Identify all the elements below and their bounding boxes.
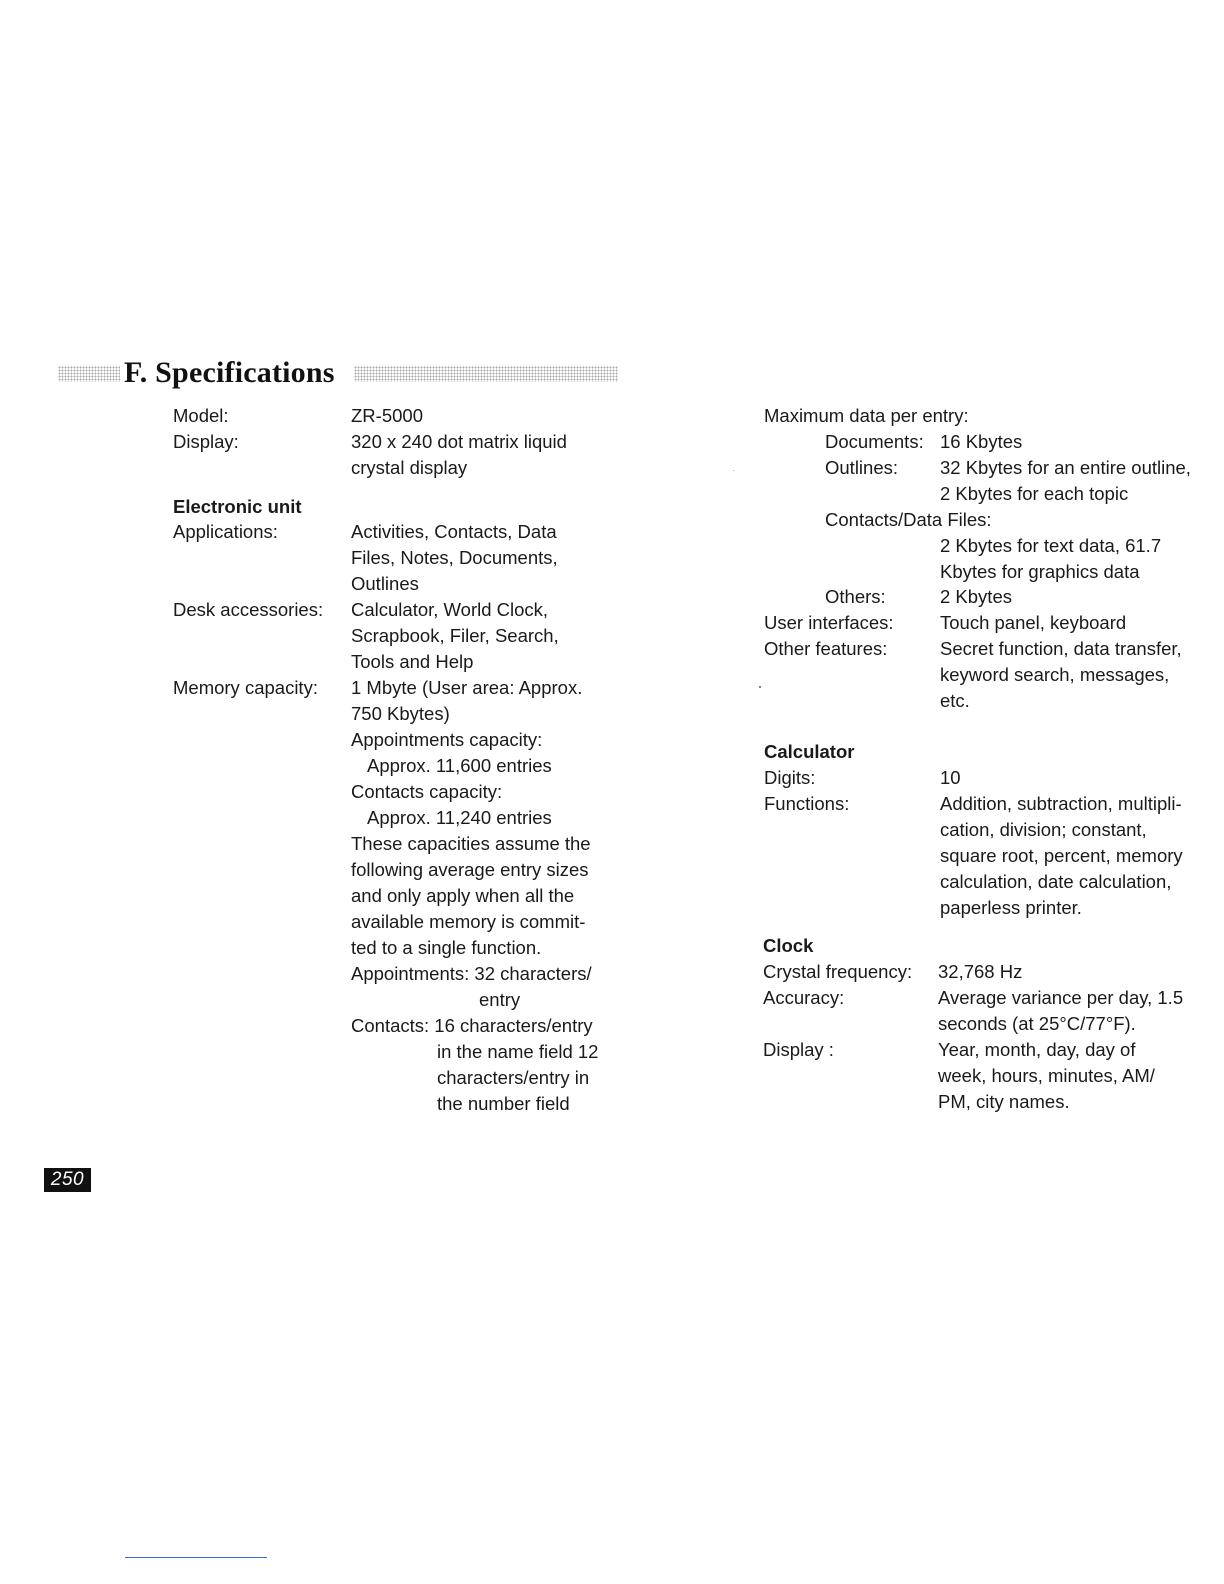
contacts-data-value-line: 2 Kbytes for text data, 61.7 [940,535,1162,556]
memory-value-line: in the name field 12 [437,1041,599,1062]
desk-accessories-value-line: Scrapbook, Filer, Search, [351,625,559,646]
memory-value-line: 750 Kbytes) [351,703,450,724]
memory-value-line: Contacts: 16 characters/entry [351,1015,593,1036]
other-features-value-line: Secret function, data transfer, [940,638,1182,659]
display-value-line: crystal display [351,457,468,478]
display-label: Display: [173,431,239,452]
user-interfaces-label: User interfaces: [764,612,894,633]
memory-value-line: Appointments: 32 characters/ [351,963,592,984]
user-interfaces-value: Touch panel, keyboard [940,612,1127,633]
applications-value-line: Outlines [351,573,419,594]
applications-value-line: Files, Notes, Documents, [351,547,558,568]
scan-speck [759,686,761,688]
memory-value-line: characters/entry in [437,1067,590,1088]
title-band-left [58,366,120,382]
functions-value-line: square root, percent, memory [940,845,1183,866]
digits-label: Digits: [764,767,816,788]
clock-display-label: Display : [763,1039,834,1060]
documents-label: Documents: [825,431,924,452]
title-band-right [354,366,618,382]
model-label: Model: [173,405,229,426]
applications-label: Applications: [173,521,278,542]
clock-heading: Clock [763,935,814,956]
footer-rule [125,1557,267,1558]
outlines-label: Outlines: [825,457,899,478]
contacts-data-value-line: Kbytes for graphics data [940,561,1140,582]
memory-value-line: These capacities assume the [351,833,591,854]
functions-label: Functions: [764,793,850,814]
clock-display-value-line: PM, city names. [938,1091,1070,1112]
functions-value-line: paperless printer. [940,897,1082,918]
memory-value-line: Approx. 11,600 entries [367,755,552,776]
contacts-data-label: Contacts/Data Files: [825,509,992,530]
display-value-line: 320 x 240 dot matrix liquid [351,431,567,452]
memory-value-line: the number field [437,1093,570,1114]
desk-accessories-value-line: Calculator, World Clock, [351,599,549,620]
model-value: ZR-5000 [351,405,423,426]
other-features-label: Other features: [764,638,888,659]
electronic-unit-heading: Electronic unit [173,496,302,517]
scan-speck [733,470,734,471]
accuracy-value-line: seconds (at 25°C/77°F). [938,1013,1136,1034]
accuracy-label: Accuracy: [763,987,845,1008]
functions-value-line: Addition, subtraction, multipli- [940,793,1182,814]
memory-value-line: entry [479,989,521,1010]
memory-capacity-label: Memory capacity: [173,677,318,698]
other-features-value-line: keyword search, messages, [940,664,1170,685]
desk-accessories-label: Desk accessories: [173,599,324,620]
page-number: 250 [44,1168,91,1192]
outlines-value-line: 32 Kbytes for an entire outline, [940,457,1191,478]
memory-value-line: Appointments capacity: [351,729,543,750]
functions-value-line: cation, division; constant, [940,819,1147,840]
others-label: Others: [825,586,886,607]
desk-accessories-value-line: Tools and Help [351,651,474,672]
applications-value-line: Activities, Contacts, Data [351,521,557,542]
section-title-banner [58,354,618,394]
crystal-frequency-value: 32,768 Hz [938,961,1023,982]
calculator-heading: Calculator [764,741,855,762]
accuracy-value-line: Average variance per day, 1.5 [938,987,1184,1008]
clock-display-value-line: week, hours, minutes, AM/ [938,1065,1155,1086]
memory-value-line: following average entry sizes [351,859,589,880]
outlines-value-line: 2 Kbytes for each topic [940,483,1129,504]
memory-value-line: ted to a single function. [351,937,542,958]
max-data-label: Maximum data per entry: [764,405,969,426]
digits-value: 10 [940,767,961,788]
memory-value-line: Approx. 11,240 entries [367,807,552,828]
memory-value-line: Contacts capacity: [351,781,503,802]
memory-value-line: 1 Mbyte (User area: Approx. [351,677,583,698]
functions-value-line: calculation, date calculation, [940,871,1172,892]
other-features-value-line: etc. [940,690,970,711]
documents-value: 16 Kbytes [940,431,1023,452]
memory-value-line: and only apply when all the [351,885,575,906]
memory-value-line: available memory is commit- [351,911,586,932]
page-title: F. Specifications [122,354,339,392]
clock-display-value-line: Year, month, day, day of [938,1039,1136,1060]
crystal-frequency-label: Crystal frequency: [763,961,913,982]
others-value: 2 Kbytes [940,586,1012,607]
